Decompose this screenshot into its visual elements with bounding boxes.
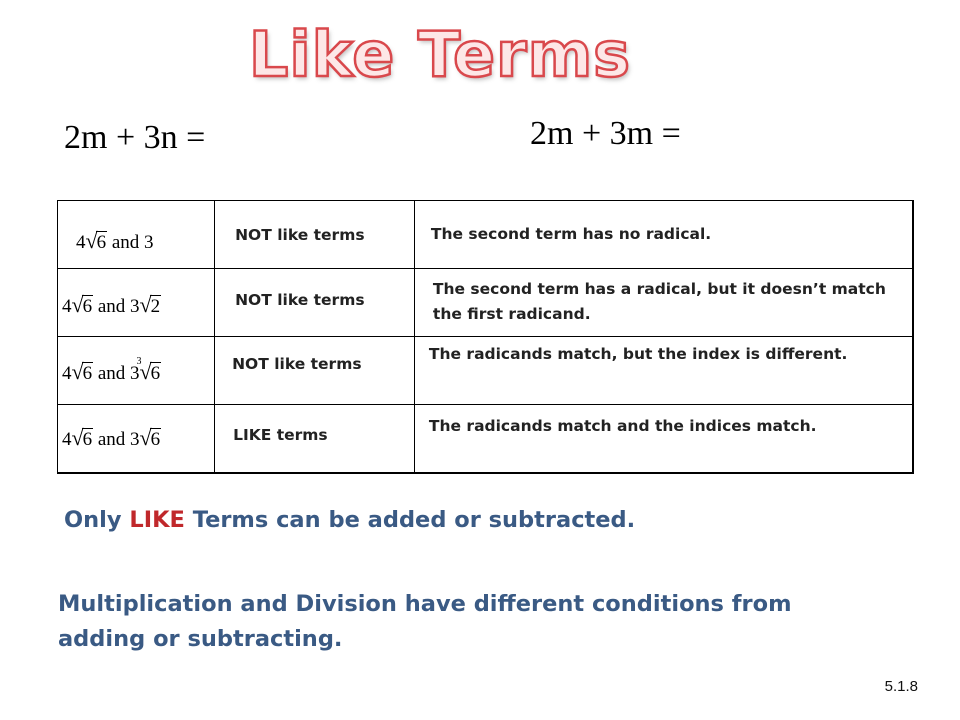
table-row	[58, 201, 914, 269]
table-row	[58, 405, 914, 473]
like-highlight: LIKE	[129, 507, 185, 533]
classification-label: NOT like terms	[235, 291, 365, 309]
reason-cell	[414, 201, 913, 269]
expression-cell	[58, 405, 215, 473]
reason-text: The radicands match and the indices match.	[428, 417, 817, 435]
expression: 4√6 and 3 3 √6	[62, 356, 161, 384]
table-row	[58, 269, 914, 337]
expression: 4√6 and 3√6	[62, 425, 161, 450]
classification-cell	[215, 269, 415, 337]
radical: √6	[71, 292, 93, 317]
slide-title: Like Terms	[248, 18, 632, 91]
reason-cell	[414, 405, 913, 473]
table-row	[58, 337, 914, 405]
equation-right-text: 2m + 3m =	[530, 115, 681, 152]
radical: √6	[71, 359, 93, 384]
classification-cell	[215, 337, 415, 405]
expression-cell	[58, 337, 215, 405]
expression-cell	[58, 201, 215, 269]
radical: √6	[139, 425, 161, 450]
like-terms-note	[64, 507, 635, 533]
cube-root: 3 √6	[136, 356, 161, 384]
reason-cell	[414, 269, 913, 337]
radical: √6	[85, 228, 107, 253]
radical: √6	[71, 425, 93, 450]
classification-label: NOT like terms	[232, 355, 362, 373]
note-suffix: Terms can be added or subtracted.	[184, 507, 636, 533]
equation-left	[64, 119, 205, 157]
expression: 4√6 and 3√2	[62, 292, 161, 317]
reason-text: The radicands match, but the index is different.	[428, 345, 848, 363]
like-terms-table	[57, 200, 914, 474]
equation-left-text: 2m + 3n =	[64, 119, 206, 156]
expression-cell	[58, 269, 215, 337]
classification-cell	[215, 405, 415, 473]
classification-label: LIKE terms	[233, 426, 328, 444]
reason-cell	[414, 337, 913, 405]
classification-cell	[215, 201, 415, 269]
classification-label: NOT like terms	[235, 226, 365, 244]
reason-text: The second term has no radical.	[430, 225, 712, 243]
equation-right	[530, 115, 681, 153]
reason-text: The second term has a radical, but it doesn’t match the first radicand.	[432, 280, 886, 323]
slide-number: 5.1.8	[884, 678, 918, 695]
expression: 4√6 and 3	[76, 228, 154, 253]
radical: √2	[139, 292, 161, 317]
note-prefix: Only	[64, 507, 130, 533]
multiplication-note: Multiplication and Division have different conditions from adding or subtracting.	[58, 591, 792, 652]
